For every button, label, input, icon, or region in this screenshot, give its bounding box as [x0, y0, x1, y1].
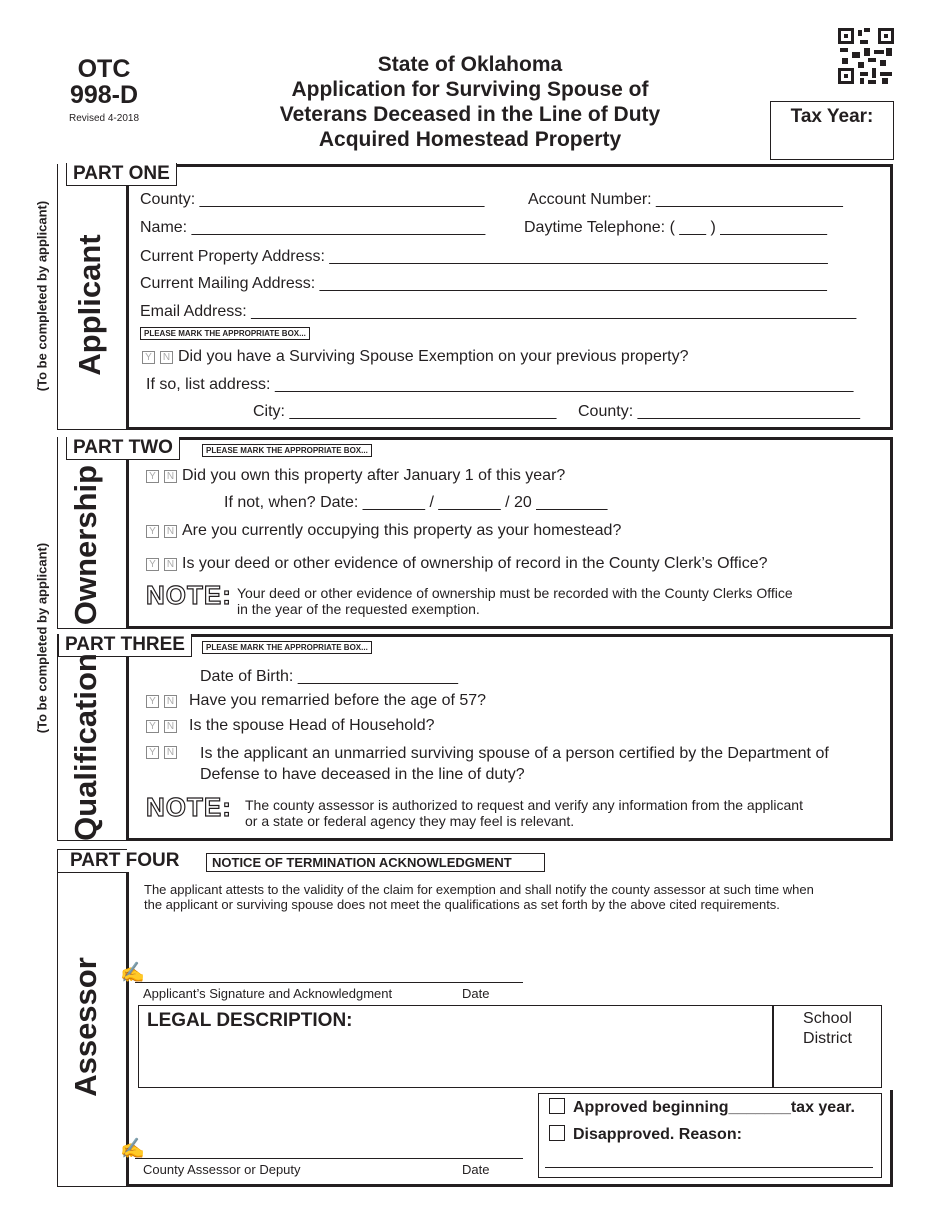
yes-box[interactable]: Y [146, 558, 159, 571]
part-two-tab: PART TWO [66, 437, 180, 460]
side-note-middle: (To be completed by applicant) [34, 542, 50, 734]
applicant-label: Applicant [72, 234, 107, 376]
applicant-signature-label: Applicant’s Signature and Acknowledgment [143, 986, 393, 1001]
title-line2: Application for Surviving Spouse of [291, 78, 649, 101]
qr-code-icon [838, 28, 894, 84]
date-of-birth-field[interactable]: Date of Birth: __________________ [200, 668, 458, 685]
disapproved-text: Disapproved. Reason: [573, 1126, 742, 1143]
side-note-top: (To be completed by applicant) [34, 200, 50, 392]
form-code-line2: 998-D [69, 81, 139, 109]
title-line1: State of Oklahoma [377, 53, 563, 76]
note-icon: NOTE: [146, 580, 232, 610]
part-one-tab: PART ONE [66, 163, 177, 186]
deed-question [146, 555, 768, 573]
own-property-text: Did you own this property after January 1 of this year? [182, 467, 566, 484]
no-box[interactable]: N [164, 746, 177, 759]
no-box[interactable]: N [164, 695, 177, 708]
page-title [230, 52, 710, 152]
mark-box-note: PLEASE MARK THE APPROPRIATE BOX... [140, 327, 310, 340]
attestation-line1: The applicant attests to the validity of the claim for exemption and shall notify the county assessor at such time when [144, 882, 814, 897]
county-2-field[interactable]: County: _________________________ [578, 403, 861, 420]
part-four-divider [57, 872, 127, 873]
remarried-question [146, 692, 486, 710]
prev-exemption-text: Did you have a Surviving Spouse Exemption on your previous property? [178, 348, 689, 365]
unmarried-line1: Is the applicant an unmarried surviving spouse of a person certified by the Department of [200, 745, 829, 762]
assessor-label: Assessor [68, 957, 103, 1097]
assessor-signature-label: County Assessor or Deputy [143, 1162, 301, 1177]
account-number-field[interactable]: Account Number: _____________________ [528, 191, 843, 208]
revision-date: Revised 4-2018 [68, 113, 140, 124]
email-field[interactable]: Email Address: ____________________________________________________________________ [140, 303, 857, 320]
qualification-note-line1: The county assessor is authorized to request and verify any information from the applicant [245, 797, 803, 813]
reason-line[interactable] [545, 1167, 873, 1168]
disapproved-checkbox[interactable] [549, 1125, 565, 1141]
disapproved-option [549, 1125, 742, 1144]
form-code-line1: OTC [77, 55, 131, 83]
attestation-text [144, 882, 814, 912]
attestation-line2: the applicant or surviving spouse does not meet the qualifications as set forth by the above cited requirements. [144, 897, 780, 912]
school-district-divider [772, 1005, 774, 1088]
ownership-label: Ownership [68, 464, 103, 626]
own-property-question [146, 467, 565, 485]
yes-box[interactable]: Y [146, 525, 159, 538]
yes-box[interactable]: Y [146, 720, 159, 733]
yes-box[interactable]: Y [142, 351, 155, 364]
school-district-line2: District [803, 1030, 852, 1047]
telephone-field[interactable]: Daytime Telephone: ( ___ ) ____________ [524, 219, 828, 236]
city-field[interactable]: City: ______________________________ [253, 403, 557, 420]
title-line3: Veterans Deceased in the Line of Duty [279, 103, 661, 126]
qualification-label: Qualification [68, 653, 103, 841]
approved-checkbox[interactable] [549, 1098, 565, 1114]
mark-box-note: PLEASE MARK THE APPROPRIATE BOX... [202, 444, 372, 457]
title-line4: Acquired Homestead Property [318, 128, 622, 151]
yes-box[interactable]: Y [146, 746, 159, 759]
ownership-date-field[interactable]: If not, when? Date: _______ / _______ / 20 ________ [224, 494, 608, 511]
note-icon: NOTE: [146, 792, 232, 822]
school-district-line1: School [803, 1010, 852, 1027]
tax-year-box[interactable] [770, 101, 894, 160]
ownership-note [237, 585, 793, 617]
no-box[interactable]: N [164, 720, 177, 733]
remarried-text: Have you remarried before the age of 57? [189, 692, 487, 709]
deed-text: Is your deed or other evidence of ownership of record in the County Clerk’s Office? [182, 555, 768, 572]
head-of-household-text: Is the spouse Head of Household? [189, 717, 435, 734]
approved-text: Approved beginning_______tax year. [573, 1099, 855, 1116]
approved-option [549, 1098, 855, 1117]
termination-notice: NOTICE OF TERMINATION ACKNOWLEDGMENT [206, 853, 545, 872]
school-district-label [775, 1009, 880, 1049]
unmarried-line2: Defense to have deceased in the line of duty? [200, 766, 525, 783]
part-four-bottom-rule [126, 1184, 893, 1187]
part-three-tab: PART THREE [58, 634, 192, 657]
county-field[interactable]: County: ________________________________ [140, 191, 485, 208]
applicant-date-label: Date [462, 986, 490, 1001]
name-field[interactable]: Name: _________________________________ [140, 219, 486, 236]
assessor-date-label: Date [462, 1162, 490, 1177]
ownership-note-line2: in the year of the requested exemption. [237, 601, 480, 617]
signature-pen-icon: ✍ [120, 1138, 145, 1160]
unmarried-spouse-text [200, 743, 829, 785]
head-of-household-question [146, 717, 435, 735]
part-four-tab: PART FOUR [66, 850, 183, 872]
qualification-note-line2: or a state or federal agency they may feel is relevant. [245, 813, 575, 829]
list-address-field[interactable]: If so, list address: _________________________________________________________________ [146, 376, 854, 393]
no-box[interactable]: N [164, 525, 177, 538]
signature-pen-icon: ✍ [120, 962, 145, 984]
ownership-note-line1: Your deed or other evidence of ownership must be recorded with the County Clerks Office [237, 585, 793, 601]
occupy-question [146, 522, 621, 540]
no-box[interactable]: N [160, 351, 173, 364]
part-four-right-rule [890, 1090, 893, 1187]
no-box[interactable]: N [164, 558, 177, 571]
unmarried-spouse-question [146, 743, 182, 761]
no-box[interactable]: N [164, 470, 177, 483]
form-code [58, 56, 150, 108]
legal-description-label: LEGAL DESCRIPTION: [147, 1010, 353, 1031]
mailing-address-field[interactable]: Current Mailing Address: _________________________________________________________ [140, 275, 827, 292]
yes-box[interactable]: Y [146, 695, 159, 708]
tax-year-label: Tax Year: [790, 106, 874, 127]
yes-box[interactable]: Y [146, 470, 159, 483]
mark-box-note: PLEASE MARK THE APPROPRIATE BOX... [202, 641, 372, 654]
qualification-note [245, 797, 803, 829]
prev-exemption-question [142, 348, 689, 366]
property-address-field[interactable]: Current Property Address: ________________________________________________________ [140, 248, 828, 265]
assessor-signature-line[interactable] [135, 1158, 523, 1159]
applicant-signature-line[interactable] [135, 982, 523, 983]
occupy-text: Are you currently occupying this property as your homestead? [182, 522, 622, 539]
